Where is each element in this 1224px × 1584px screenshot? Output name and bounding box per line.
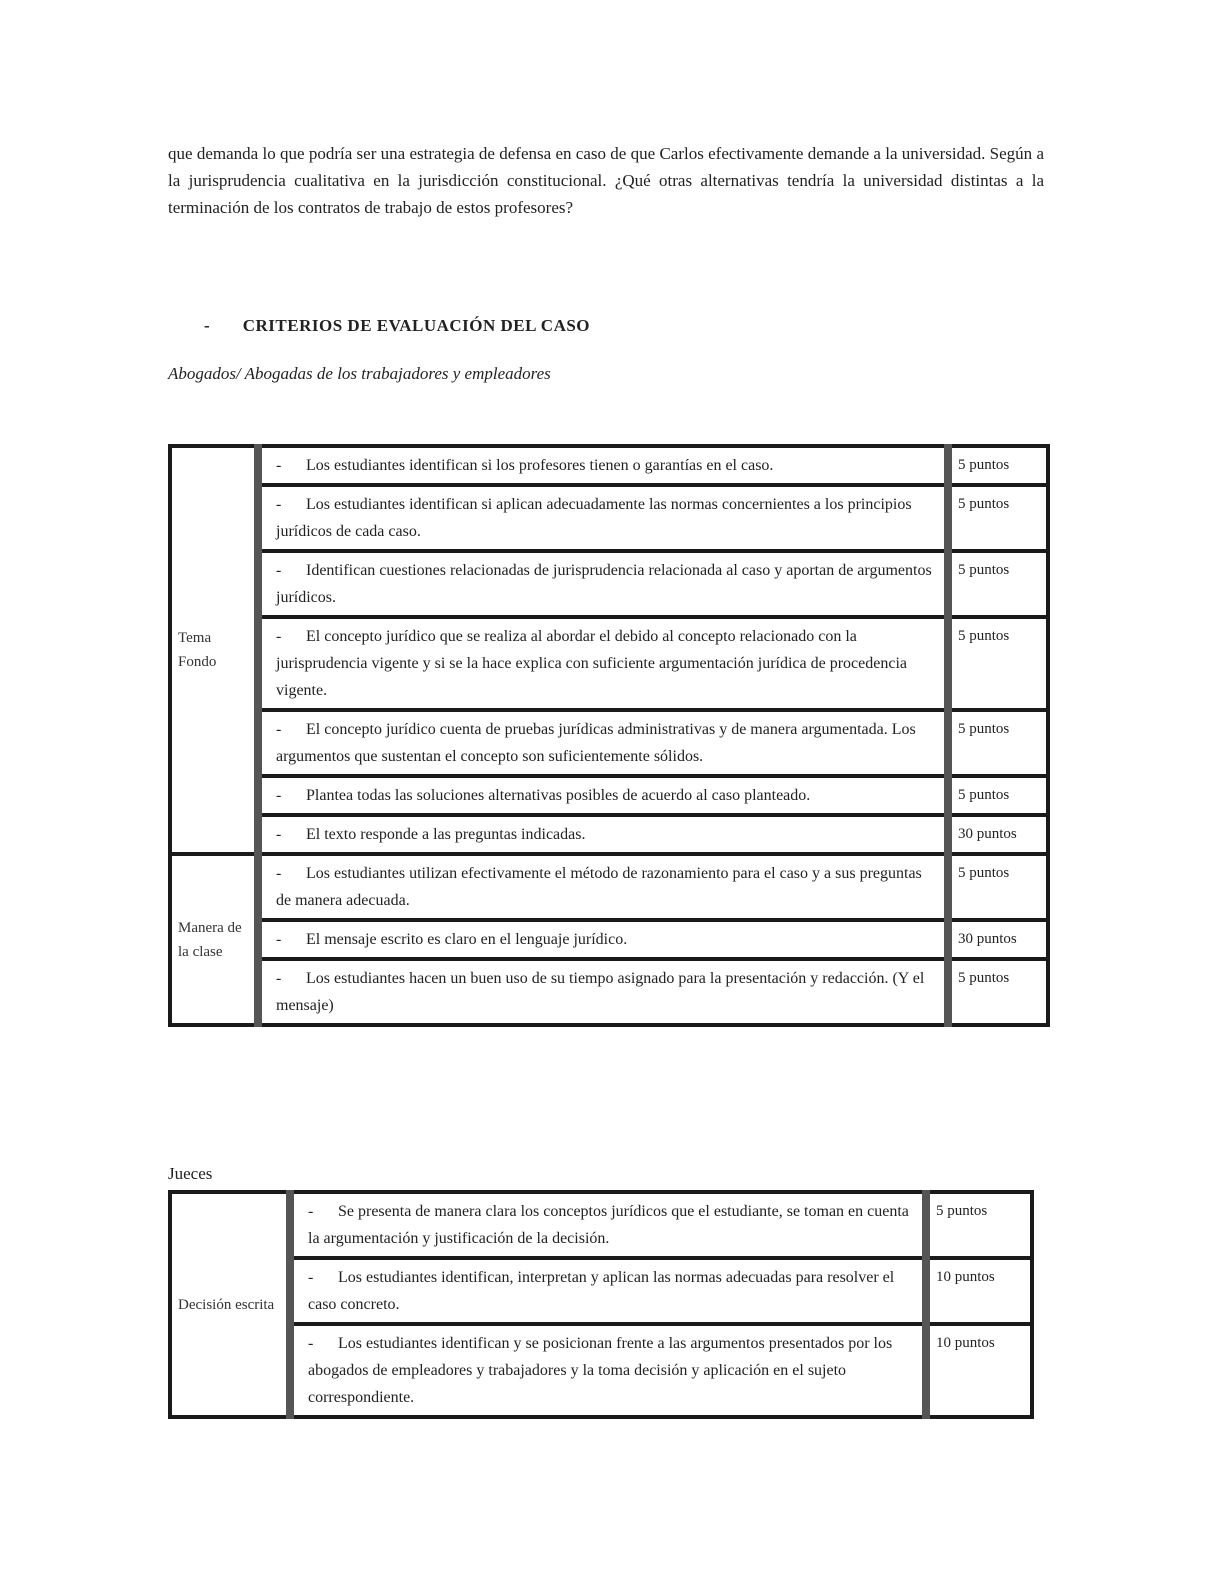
- table-row: [170, 959, 1048, 1025]
- evaluation-table-judges: [168, 1190, 1034, 1419]
- criterion-text: Los estudiantes identifican, interpretan y aplican las normas adecuadas para resolver el caso concreto.: [308, 1269, 895, 1313]
- table2-body: [170, 1192, 1032, 1417]
- table-row: [170, 710, 1048, 776]
- list-dash: -: [308, 1335, 314, 1352]
- criterion-cell: [258, 617, 948, 710]
- list-dash: -: [276, 865, 282, 882]
- table-row: [170, 551, 1048, 617]
- criterion-cell: [258, 776, 948, 815]
- table-row: [170, 1192, 1032, 1258]
- criterion-cell: [258, 959, 948, 1025]
- evaluation-table-lawyers: [168, 444, 1050, 1027]
- list-dash: -: [308, 1203, 314, 1220]
- category-cell: Decisión escrita: [170, 1192, 290, 1417]
- points-cell: 5 puntos: [948, 446, 1048, 485]
- criterion-text: Los estudiantes identifican si los profesores tienen o garantías en el caso.: [306, 457, 774, 474]
- criterion-cell: [258, 485, 948, 551]
- points-cell: 30 puntos: [948, 920, 1048, 959]
- table-row: [170, 854, 1048, 920]
- criterion-cell: [258, 551, 948, 617]
- points-cell: 5 puntos: [926, 1192, 1032, 1258]
- criterion-cell: [258, 446, 948, 485]
- points-cell: 5 puntos: [948, 551, 1048, 617]
- points-cell: 5 puntos: [948, 959, 1048, 1025]
- criterion-text: El mensaje escrito es claro en el lenguaje jurídico.: [306, 931, 628, 948]
- points-cell: 5 puntos: [948, 617, 1048, 710]
- table2-caption: Jueces: [168, 1164, 213, 1183]
- criterion-text: Los estudiantes identifican si aplican adecuadamente las normas concernientes a los principios jurídicos de cada caso.: [276, 496, 912, 540]
- points-cell: 5 puntos: [948, 854, 1048, 920]
- table-row: [170, 1258, 1032, 1324]
- points-cell: 30 puntos: [948, 815, 1048, 854]
- heading-text: CRITERIOS DE EVALUACIÓN DEL CASO: [242, 316, 591, 335]
- criterion-text: El texto responde a las preguntas indicadas.: [306, 826, 586, 843]
- points-cell: 5 puntos: [948, 776, 1048, 815]
- list-dash: -: [276, 787, 282, 804]
- criterion-cell: [258, 920, 948, 959]
- criterion-text: El concepto jurídico que se realiza al abordar el debido al concepto relacionado con la jurisprudencia vigente y si se la hace explica con suficiente argumentación jurídica de procedencia vigente.: [276, 628, 907, 699]
- category-cell: Tema Fondo: [170, 446, 258, 854]
- points-cell: 5 puntos: [948, 485, 1048, 551]
- intro-section: [168, 140, 1044, 221]
- table-row: [170, 1324, 1032, 1417]
- criterion-text: Identifican cuestiones relacionadas de jurisprudencia relacionada al caso y aportan de argumentos jurídicos.: [276, 562, 932, 606]
- table-row: [170, 446, 1048, 485]
- table1-body: [170, 446, 1048, 1025]
- heading-bullet: -: [204, 316, 211, 335]
- section-heading: [204, 316, 590, 336]
- subheading: Abogados/ Abogadas de los trabajadores y empleadores: [168, 364, 551, 383]
- points-cell: 10 puntos: [926, 1258, 1032, 1324]
- category-cell: Manera de la clase: [170, 854, 258, 1025]
- list-dash: -: [276, 628, 282, 645]
- list-dash: -: [276, 721, 282, 738]
- list-dash: -: [276, 970, 282, 987]
- criterion-cell: [258, 854, 948, 920]
- list-dash: -: [276, 457, 282, 474]
- criterion-cell: [290, 1258, 926, 1324]
- criterion-cell: [258, 710, 948, 776]
- criterion-text: El concepto jurídico cuenta de pruebas jurídicas administrativas y de manera argumentada. Los argumentos que sustentan el concepto son suficientemente sólidos.: [276, 721, 916, 765]
- points-cell: 10 puntos: [926, 1324, 1032, 1417]
- criterion-text: Se presenta de manera clara los conceptos jurídicos que el estudiante, se toman en cuenta la argumentación y justificación de la decisión.: [308, 1203, 909, 1247]
- table-row: [170, 485, 1048, 551]
- list-dash: -: [308, 1269, 314, 1286]
- list-dash: -: [276, 826, 282, 843]
- list-dash: -: [276, 562, 282, 579]
- table-row: [170, 617, 1048, 710]
- list-dash: -: [276, 496, 282, 513]
- criterion-text: Los estudiantes hacen un buen uso de su tiempo asignado para la presentación y redacción. (Y el mensaje): [276, 970, 925, 1014]
- list-dash: -: [276, 931, 282, 948]
- criterion-cell: [258, 815, 948, 854]
- intro-paragraph: que demanda lo que podría ser una estrategia de defensa en caso de que Carlos efectivamente demande a la universidad. Según a la jurisprudencia cualitativa en la jurisdicción constitucional. ¿Qué otras alternativas tendría la universidad distintas a la terminación de los contratos de trabajo de estos profesores?: [168, 144, 1044, 217]
- criterion-text: Plantea todas las soluciones alternativas posibles de acuerdo al caso planteado.: [306, 787, 811, 804]
- criterion-cell: [290, 1192, 926, 1258]
- table-row: [170, 776, 1048, 815]
- criterion-text: Los estudiantes utilizan efectivamente el método de razonamiento para el caso y a sus preguntas de manera adecuada.: [276, 865, 922, 909]
- points-cell: 5 puntos: [948, 710, 1048, 776]
- criterion-cell: [290, 1324, 926, 1417]
- table-row: [170, 920, 1048, 959]
- table-row: [170, 815, 1048, 854]
- criterion-text: Los estudiantes identifican y se posicionan frente a las argumentos presentados por los abogados de empleadores y trabajadores y la toma decisión y aplicación en el sujeto correspondiente.: [308, 1335, 893, 1406]
